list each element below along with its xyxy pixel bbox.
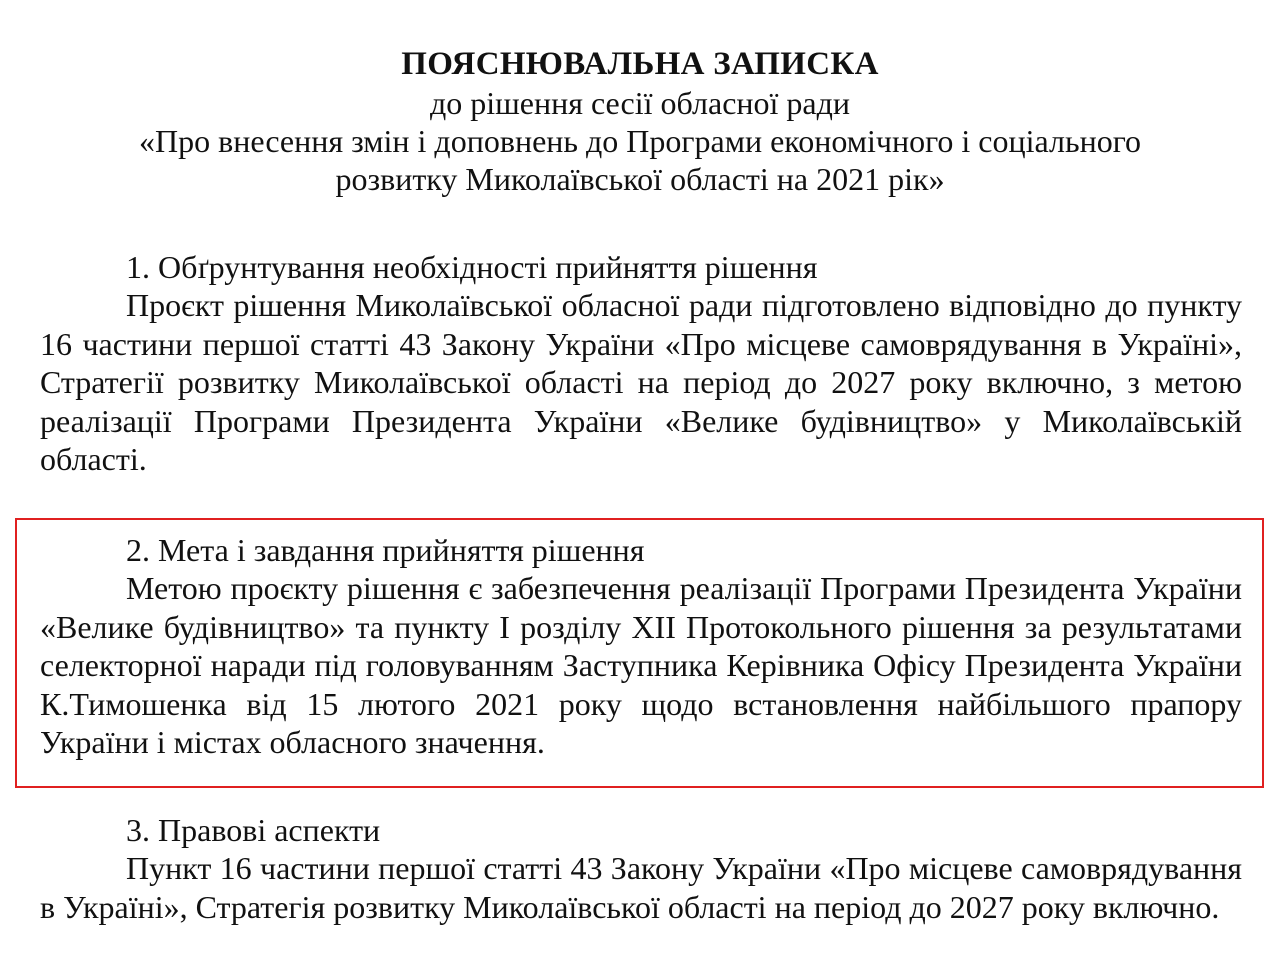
section-1-heading: 1. Обґрунтування необхідності прийняття рішення (126, 249, 818, 285)
document-title: ПОЯСНЮВАЛЬНА ЗАПИСКА (401, 46, 879, 82)
section-3-heading: 3. Правові аспекти (126, 812, 381, 848)
section-2-heading: 2. Мета і завдання прийняття рішення (126, 532, 645, 568)
subtitle-line-3: розвитку Миколаївської області на 2021 рік» (335, 161, 945, 197)
section-justification (40, 248, 1242, 478)
section-goal (40, 531, 1242, 761)
subtitle-line-1: до рішення сесії обласної ради (429, 85, 851, 121)
section-legal (40, 811, 1242, 926)
section-3-text: Пункт 16 частини першої статті 43 Закону України «Про місцеве самоврядування в Україні», Стратегія розвитку Миколаївської області на період до 2027 року включно. (40, 850, 1242, 925)
subtitle-line-2: «Про внесення змін і доповнень до Програми економічного і соціального (138, 123, 1142, 159)
document-header (0, 44, 1280, 198)
section-2-text: Метою проєкту рішення є забезпечення реалізації Програми Президента України «Велике будівництво» та пункту І розділу ХІІ Протокольного рішення за результатами селекторної наради під головуванням Заступника Керівника Офісу Президента України К.Тимошенка від 15 лютого 2021 року щодо встановлення найбільшого прапору України і містах обласного значення. (40, 570, 1242, 761)
section-1-text: Проєкт рішення Миколаївської обласної ради підготовлено відповідно до пункту 16 частини першої статті 43 Закону України «Про місцеве самоврядування в Україні», Стратегії розвитку Миколаївської області на період до 2027 року включно, з метою реалізації Програми Президента України «Велике будівництво» у Миколаївській області. (40, 287, 1242, 478)
